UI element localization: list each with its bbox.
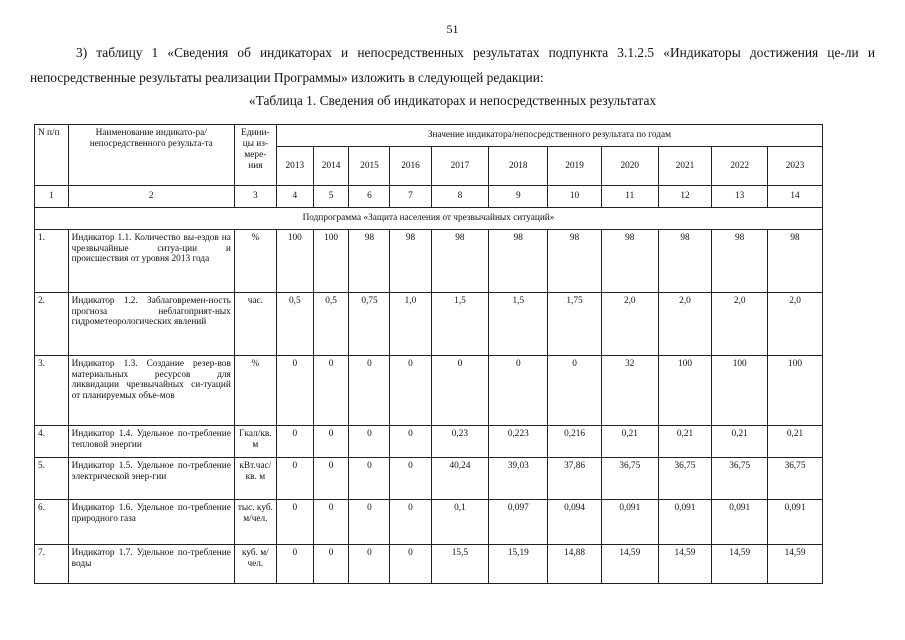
value-cell: 1,75 <box>548 293 602 356</box>
col-number: 4 <box>276 186 313 208</box>
indicator-name: Индикатор 1.7. Удельное по-требление воды <box>68 545 234 584</box>
value-cell: 0,091 <box>712 500 768 545</box>
col-number: 14 <box>768 186 823 208</box>
value-cell: 0 <box>276 426 313 458</box>
page-number: 51 <box>446 22 459 36</box>
value-cell: 36,75 <box>712 458 768 500</box>
value-cell: 0 <box>349 426 390 458</box>
value-cell: 0,5 <box>313 293 349 356</box>
value-cell: 0 <box>349 545 390 584</box>
value-cell: 2,0 <box>768 293 823 356</box>
indicators-table <box>34 124 823 584</box>
value-cell: 15,5 <box>431 545 489 584</box>
value-cell: 0,75 <box>349 293 390 356</box>
col-number: 11 <box>601 186 658 208</box>
value-cell: 0 <box>276 458 313 500</box>
col-number: 6 <box>349 186 390 208</box>
row-number: 1. <box>35 230 69 293</box>
value-cell: 1,0 <box>390 293 431 356</box>
value-cell: 0,21 <box>768 426 823 458</box>
unit-cell: % <box>234 230 276 293</box>
unit-cell: час. <box>234 293 276 356</box>
value-cell: 32 <box>601 356 658 426</box>
value-cell: 0 <box>489 356 548 426</box>
value-cell: 0 <box>313 500 349 545</box>
value-cell: 0,5 <box>276 293 313 356</box>
value-cell: 100 <box>313 230 349 293</box>
table-row <box>35 293 823 356</box>
row-number: 7. <box>35 545 69 584</box>
value-cell: 100 <box>276 230 313 293</box>
value-cell: 100 <box>712 356 768 426</box>
year-cell: 2015 <box>349 147 390 186</box>
value-cell: 2,0 <box>712 293 768 356</box>
unit-cell: куб. м/чел. <box>234 545 276 584</box>
indicator-name: Индикатор 1.5. Удельное по-требление электрической энер-гии <box>68 458 234 500</box>
value-cell: 2,0 <box>601 293 658 356</box>
value-cell: 0,23 <box>431 426 489 458</box>
value-cell: 0 <box>390 500 431 545</box>
year-cell: 2021 <box>658 147 712 186</box>
year-cell: 2017 <box>431 147 489 186</box>
unit-cell: % <box>234 356 276 426</box>
year-cell: 2019 <box>548 147 602 186</box>
value-cell: 14,59 <box>658 545 712 584</box>
table-row <box>35 500 823 545</box>
col-number: 12 <box>658 186 712 208</box>
year-cell: 2018 <box>489 147 548 186</box>
col-number: 10 <box>548 186 602 208</box>
value-cell: 98 <box>431 230 489 293</box>
row-number: 6. <box>35 500 69 545</box>
header-unit: Едини-цы из-мере-ния <box>234 125 276 186</box>
value-cell: 98 <box>712 230 768 293</box>
header-values: Значение индикатора/непосредственного результата по годам <box>276 125 822 147</box>
value-cell: 100 <box>658 356 712 426</box>
value-cell: 0 <box>390 458 431 500</box>
subprogram-row <box>35 208 823 230</box>
value-cell: 98 <box>601 230 658 293</box>
value-cell: 0 <box>313 356 349 426</box>
table-row <box>35 230 823 293</box>
col-number: 5 <box>313 186 349 208</box>
value-cell: 0,21 <box>658 426 712 458</box>
indicator-name: Индикатор 1.1. Количество вы-ездов на чрезвычайные ситуа-ции и происшествия от уровня 2013 года <box>68 230 234 293</box>
row-number: 2. <box>35 293 69 356</box>
table-row <box>35 458 823 500</box>
table-row <box>35 356 823 426</box>
year-cell: 2020 <box>601 147 658 186</box>
value-cell: 14,59 <box>768 545 823 584</box>
value-cell: 1,5 <box>431 293 489 356</box>
value-cell: 0,21 <box>601 426 658 458</box>
year-cell: 2013 <box>276 147 313 186</box>
header-row <box>35 125 823 147</box>
value-cell: 14,88 <box>548 545 602 584</box>
value-cell: 0,094 <box>548 500 602 545</box>
col-number: 9 <box>489 186 548 208</box>
value-cell: 0,216 <box>548 426 602 458</box>
value-cell: 36,75 <box>601 458 658 500</box>
value-cell: 14,59 <box>712 545 768 584</box>
value-cell: 36,75 <box>768 458 823 500</box>
value-cell: 2,0 <box>658 293 712 356</box>
value-cell: 15,19 <box>489 545 548 584</box>
value-cell: 98 <box>349 230 390 293</box>
value-cell: 37,86 <box>548 458 602 500</box>
year-cell: 2022 <box>712 147 768 186</box>
subprogram-title: Подпрограмма «Защита населения от чрезвычайных ситуаций» <box>35 208 823 230</box>
value-cell: 0 <box>548 356 602 426</box>
indicator-name: Индикатор 1.3. Создание резер-вов материальных ресурсов для ликвидации чрезвычайных си-туаций от планируемых объе-мов <box>68 356 234 426</box>
value-cell: 14,59 <box>601 545 658 584</box>
indicator-name: Индикатор 1.4. Удельное по-требление тепловой энергии <box>68 426 234 458</box>
year-cell: 2016 <box>390 147 431 186</box>
col-number: 8 <box>431 186 489 208</box>
col-number: 2 <box>68 186 234 208</box>
unit-cell: тыс. куб. м/чел. <box>234 500 276 545</box>
value-cell: 0,091 <box>601 500 658 545</box>
indicator-name: Индикатор 1.6. Удельное по-требление природного газа <box>68 500 234 545</box>
value-cell: 98 <box>489 230 548 293</box>
table-row <box>35 426 823 458</box>
value-cell: 0,091 <box>768 500 823 545</box>
column-numbers-row <box>35 186 823 208</box>
year-cell: 2014 <box>313 147 349 186</box>
value-cell: 40,24 <box>431 458 489 500</box>
value-cell: 0,1 <box>431 500 489 545</box>
col-number: 7 <box>390 186 431 208</box>
value-cell: 0 <box>349 458 390 500</box>
indicator-name: Индикатор 1.2. Заблаговремен-ность прогноза неблагоприят-ных гидрометеорологических явлений <box>68 293 234 356</box>
value-cell: 0 <box>390 426 431 458</box>
header-num: N п/п <box>35 125 69 186</box>
value-cell: 0 <box>276 356 313 426</box>
value-cell: 98 <box>390 230 431 293</box>
table-row <box>35 545 823 584</box>
value-cell: 39,03 <box>489 458 548 500</box>
intro-paragraph: 3) таблицу 1 «Сведения об индикаторах и непосредственных результатах подпункта 3.1.2.5 «Индикаторы достижения це-ли и непосредственные результаты реализации Программы» изложить в следующей редакции: <box>30 45 875 85</box>
value-cell: 0,091 <box>658 500 712 545</box>
value-cell: 0 <box>276 545 313 584</box>
value-cell: 0 <box>349 356 390 426</box>
value-cell: 0 <box>313 426 349 458</box>
value-cell: 0 <box>390 356 431 426</box>
value-cell: 0 <box>390 545 431 584</box>
row-number: 5. <box>35 458 69 500</box>
value-cell: 0 <box>431 356 489 426</box>
year-cell: 2023 <box>768 147 823 186</box>
value-cell: 98 <box>548 230 602 293</box>
value-cell: 100 <box>768 356 823 426</box>
header-name: Наименование индикато-ра/непосредственного результа-та <box>68 125 234 186</box>
value-cell: 36,75 <box>658 458 712 500</box>
value-cell: 0,223 <box>489 426 548 458</box>
value-cell: 98 <box>768 230 823 293</box>
value-cell: 0 <box>313 545 349 584</box>
value-cell: 1,5 <box>489 293 548 356</box>
value-cell: 0,21 <box>712 426 768 458</box>
col-number: 1 <box>35 186 69 208</box>
col-number: 3 <box>234 186 276 208</box>
unit-cell: Гкал/кв. м <box>234 426 276 458</box>
table-caption: «Таблица 1. Сведения об индикаторах и непосредственных результатах <box>248 93 657 108</box>
value-cell: 0 <box>349 500 390 545</box>
row-number: 3. <box>35 356 69 426</box>
unit-cell: кВт.час/кв. м <box>234 458 276 500</box>
value-cell: 0 <box>313 458 349 500</box>
value-cell: 98 <box>658 230 712 293</box>
col-number: 13 <box>712 186 768 208</box>
value-cell: 0 <box>276 500 313 545</box>
row-number: 4. <box>35 426 69 458</box>
value-cell: 0,097 <box>489 500 548 545</box>
